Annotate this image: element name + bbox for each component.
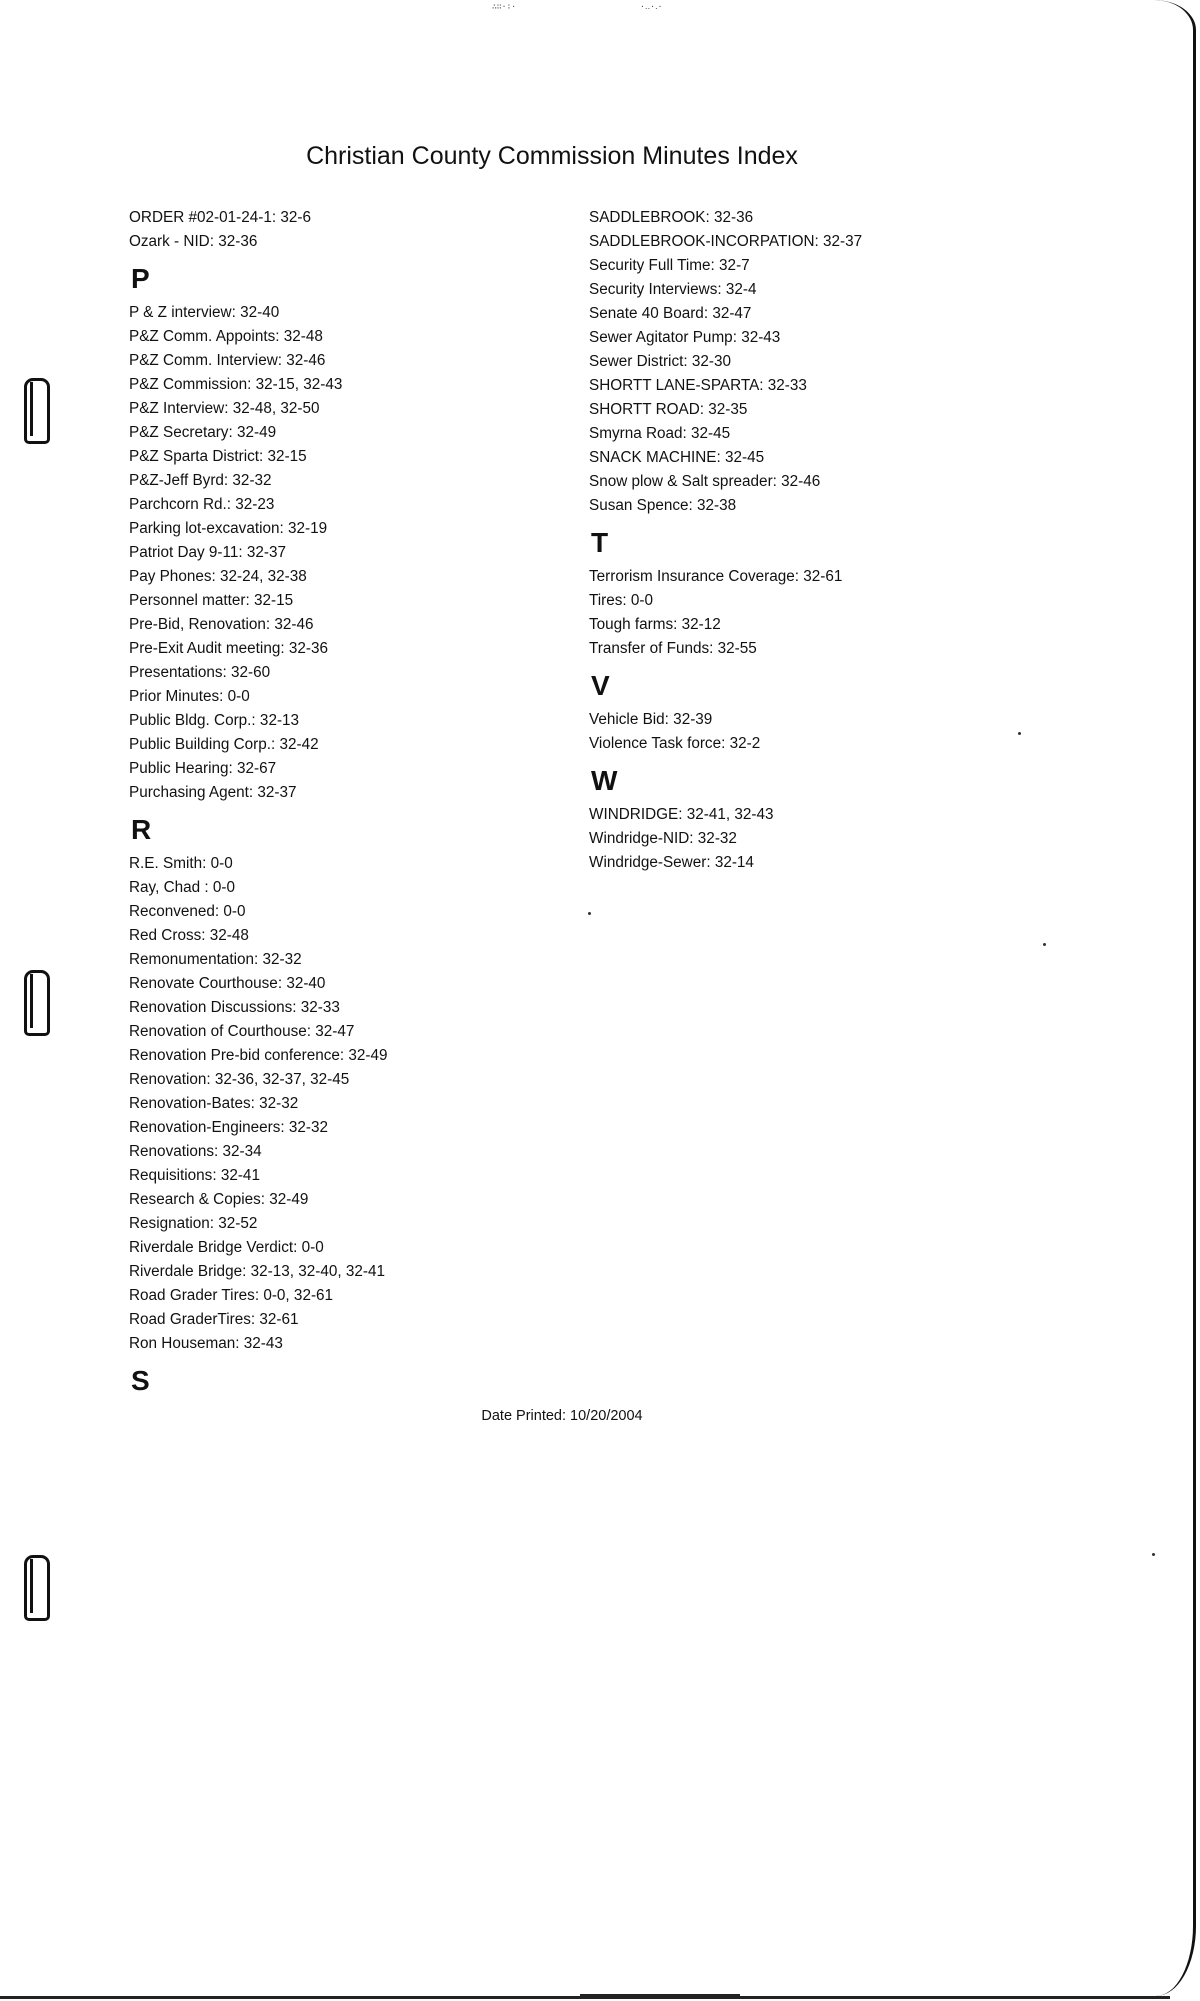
page-edge-right bbox=[1151, 0, 1196, 1996]
index-column-left bbox=[129, 206, 549, 1403]
index-entry: P&Z Comm. Interview: 32-46 bbox=[129, 352, 326, 369]
index-entry: P&Z Comm. Appoints: 32-48 bbox=[129, 328, 323, 345]
index-entry: Red Cross: 32-48 bbox=[129, 927, 249, 944]
index-entry: Renovation Discussions: 32-33 bbox=[129, 999, 340, 1016]
scan-dot bbox=[1018, 732, 1021, 735]
index-entry: Senate 40 Board: 32-47 bbox=[589, 305, 752, 322]
index-entry: P&Z Secretary: 32-49 bbox=[129, 424, 277, 441]
index-entry: Snow plow & Salt spreader: 32-46 bbox=[589, 473, 821, 490]
binder-hole-icon bbox=[24, 1555, 50, 1621]
section-v-entries bbox=[589, 708, 1009, 756]
index-entry: Parking lot-excavation: 32-19 bbox=[129, 520, 328, 537]
index-entry: SADDLEBROOK: 32-36 bbox=[589, 209, 754, 226]
index-entry: Tires: 0-0 bbox=[589, 592, 654, 609]
page-edge-bottom bbox=[0, 1996, 1170, 1999]
index-entry: Parchcorn Rd.: 32-23 bbox=[129, 496, 275, 513]
index-entry: Riverdale Bridge Verdict: 0-0 bbox=[129, 1239, 324, 1256]
index-entry: WINDRIDGE: 32-41, 32-43 bbox=[589, 806, 774, 823]
index-entry: Personnel matter: 32-15 bbox=[129, 592, 294, 609]
index-entry: Road Grader Tires: 0-0, 32-61 bbox=[129, 1287, 334, 1304]
binder-hole-icon bbox=[24, 970, 50, 1036]
scan-noise: ·‥·․· bbox=[640, 2, 663, 11]
section-letter-p: P bbox=[131, 263, 150, 294]
page-title: Christian County Commission Minutes Index bbox=[306, 142, 798, 170]
section-t-entries bbox=[589, 565, 1009, 661]
index-entry: P&Z-Jeff Byrd: 32-32 bbox=[129, 472, 272, 489]
page-edge-mark bbox=[580, 1994, 740, 1996]
index-entry: Riverdale Bridge: 32-13, 32-40, 32-41 bbox=[129, 1263, 385, 1280]
index-entry: Purchasing Agent: 32-37 bbox=[129, 784, 297, 801]
index-entry: Requisitions: 32-41 bbox=[129, 1167, 260, 1184]
index-entry: Reconvened: 0-0 bbox=[129, 903, 246, 920]
index-entry: Resignation: 32-52 bbox=[129, 1215, 258, 1232]
index-entry: Tough farms: 32-12 bbox=[589, 616, 721, 633]
index-entry: Public Building Corp.: 32-42 bbox=[129, 736, 319, 753]
index-entry: P&Z Sparta District: 32-15 bbox=[129, 448, 307, 465]
index-entry: R.E. Smith: 0-0 bbox=[129, 855, 233, 872]
index-entry: Smyrna Road: 32-45 bbox=[589, 425, 731, 442]
index-entry: Security Full Time: 32-7 bbox=[589, 257, 750, 274]
index-entry: Violence Task force: 32-2 bbox=[589, 735, 761, 752]
index-entry: Public Hearing: 32-67 bbox=[129, 760, 277, 777]
index-entry: Research & Copies: 32-49 bbox=[129, 1191, 309, 1208]
scan-dot bbox=[1043, 943, 1046, 946]
scan-dot bbox=[1152, 1553, 1155, 1556]
index-entry: Presentations: 32-60 bbox=[129, 664, 271, 681]
index-entry: P&Z Interview: 32-48, 32-50 bbox=[129, 400, 320, 417]
index-entry: SNACK MACHINE: 32-45 bbox=[589, 449, 765, 466]
section-p-entries bbox=[129, 301, 549, 805]
index-entry: Transfer of Funds: 32-55 bbox=[589, 640, 757, 657]
index-entry: Security Interviews: 32-4 bbox=[589, 281, 757, 298]
index-entry: Pay Phones: 32-24, 32-38 bbox=[129, 568, 307, 585]
section-letter-t: T bbox=[591, 527, 609, 558]
index-entry: Renovations: 32-34 bbox=[129, 1143, 262, 1160]
index-entry: Renovation: 32-36, 32-37, 32-45 bbox=[129, 1071, 350, 1088]
index-entry: Terrorism Insurance Coverage: 32-61 bbox=[589, 568, 843, 585]
index-entry: Renovation Pre-bid conference: 32-49 bbox=[129, 1047, 388, 1064]
index-entry: Patriot Day 9-11: 32-37 bbox=[129, 544, 287, 561]
index-entry: Sewer Agitator Pump: 32-43 bbox=[589, 329, 781, 346]
index-entry: Renovation-Engineers: 32-32 bbox=[129, 1119, 328, 1136]
index-entry: Ron Houseman: 32-43 bbox=[129, 1335, 283, 1352]
index-entry: Pre-Bid, Renovation: 32-46 bbox=[129, 616, 314, 633]
index-entry: Renovate Courthouse: 32-40 bbox=[129, 975, 326, 992]
index-entry: SHORTT ROAD: 32-35 bbox=[589, 401, 748, 418]
index-entry: Renovation of Courthouse: 32-47 bbox=[129, 1023, 355, 1040]
index-entry: Ray, Chad : 0-0 bbox=[129, 879, 235, 896]
section-letter-r: R bbox=[131, 814, 152, 845]
binder-hole-icon bbox=[24, 378, 50, 444]
scan-dot bbox=[588, 912, 591, 915]
index-column-right bbox=[589, 206, 1009, 875]
section-r-entries bbox=[129, 852, 549, 1356]
index-entry: Pre-Exit Audit meeting: 32-36 bbox=[129, 640, 328, 657]
index-entry: Windridge-Sewer: 32-14 bbox=[589, 854, 754, 871]
index-entry: Windridge-NID: 32-32 bbox=[589, 830, 737, 847]
section-letter-w: W bbox=[591, 765, 618, 796]
index-entry: Public Bldg. Corp.: 32-13 bbox=[129, 712, 300, 729]
index-entry: Ozark - NID: 32-36 bbox=[129, 233, 258, 250]
index-entry: Remonumentation: 32-32 bbox=[129, 951, 302, 968]
index-entry: Renovation-Bates: 32-32 bbox=[129, 1095, 299, 1112]
index-entry: Prior Minutes: 0-0 bbox=[129, 688, 250, 705]
date-printed: Date Printed: 10/20/2004 bbox=[481, 1408, 643, 1424]
index-entry: Susan Spence: 32-38 bbox=[589, 497, 737, 514]
section-letter-v: V bbox=[591, 670, 610, 701]
index-entry: SHORTT LANE-SPARTA: 32-33 bbox=[589, 377, 807, 394]
index-entry: Sewer District: 32-30 bbox=[589, 353, 731, 370]
section-letter-s: S bbox=[131, 1365, 150, 1396]
index-entry: Vehicle Bid: 32-39 bbox=[589, 711, 713, 728]
index-entry: Road GraderTires: 32-61 bbox=[129, 1311, 299, 1328]
index-entry: P&Z Commission: 32-15, 32-43 bbox=[129, 376, 343, 393]
index-entry: SADDLEBROOK-INCORPATION: 32-37 bbox=[589, 233, 863, 250]
section-w-entries bbox=[589, 803, 1009, 875]
index-entry: ORDER #02-01-24-1: 32-6 bbox=[129, 209, 311, 226]
index-entry: P & Z interview: 32-40 bbox=[129, 304, 280, 321]
scan-noise: ∴∷·∶· bbox=[492, 2, 517, 11]
